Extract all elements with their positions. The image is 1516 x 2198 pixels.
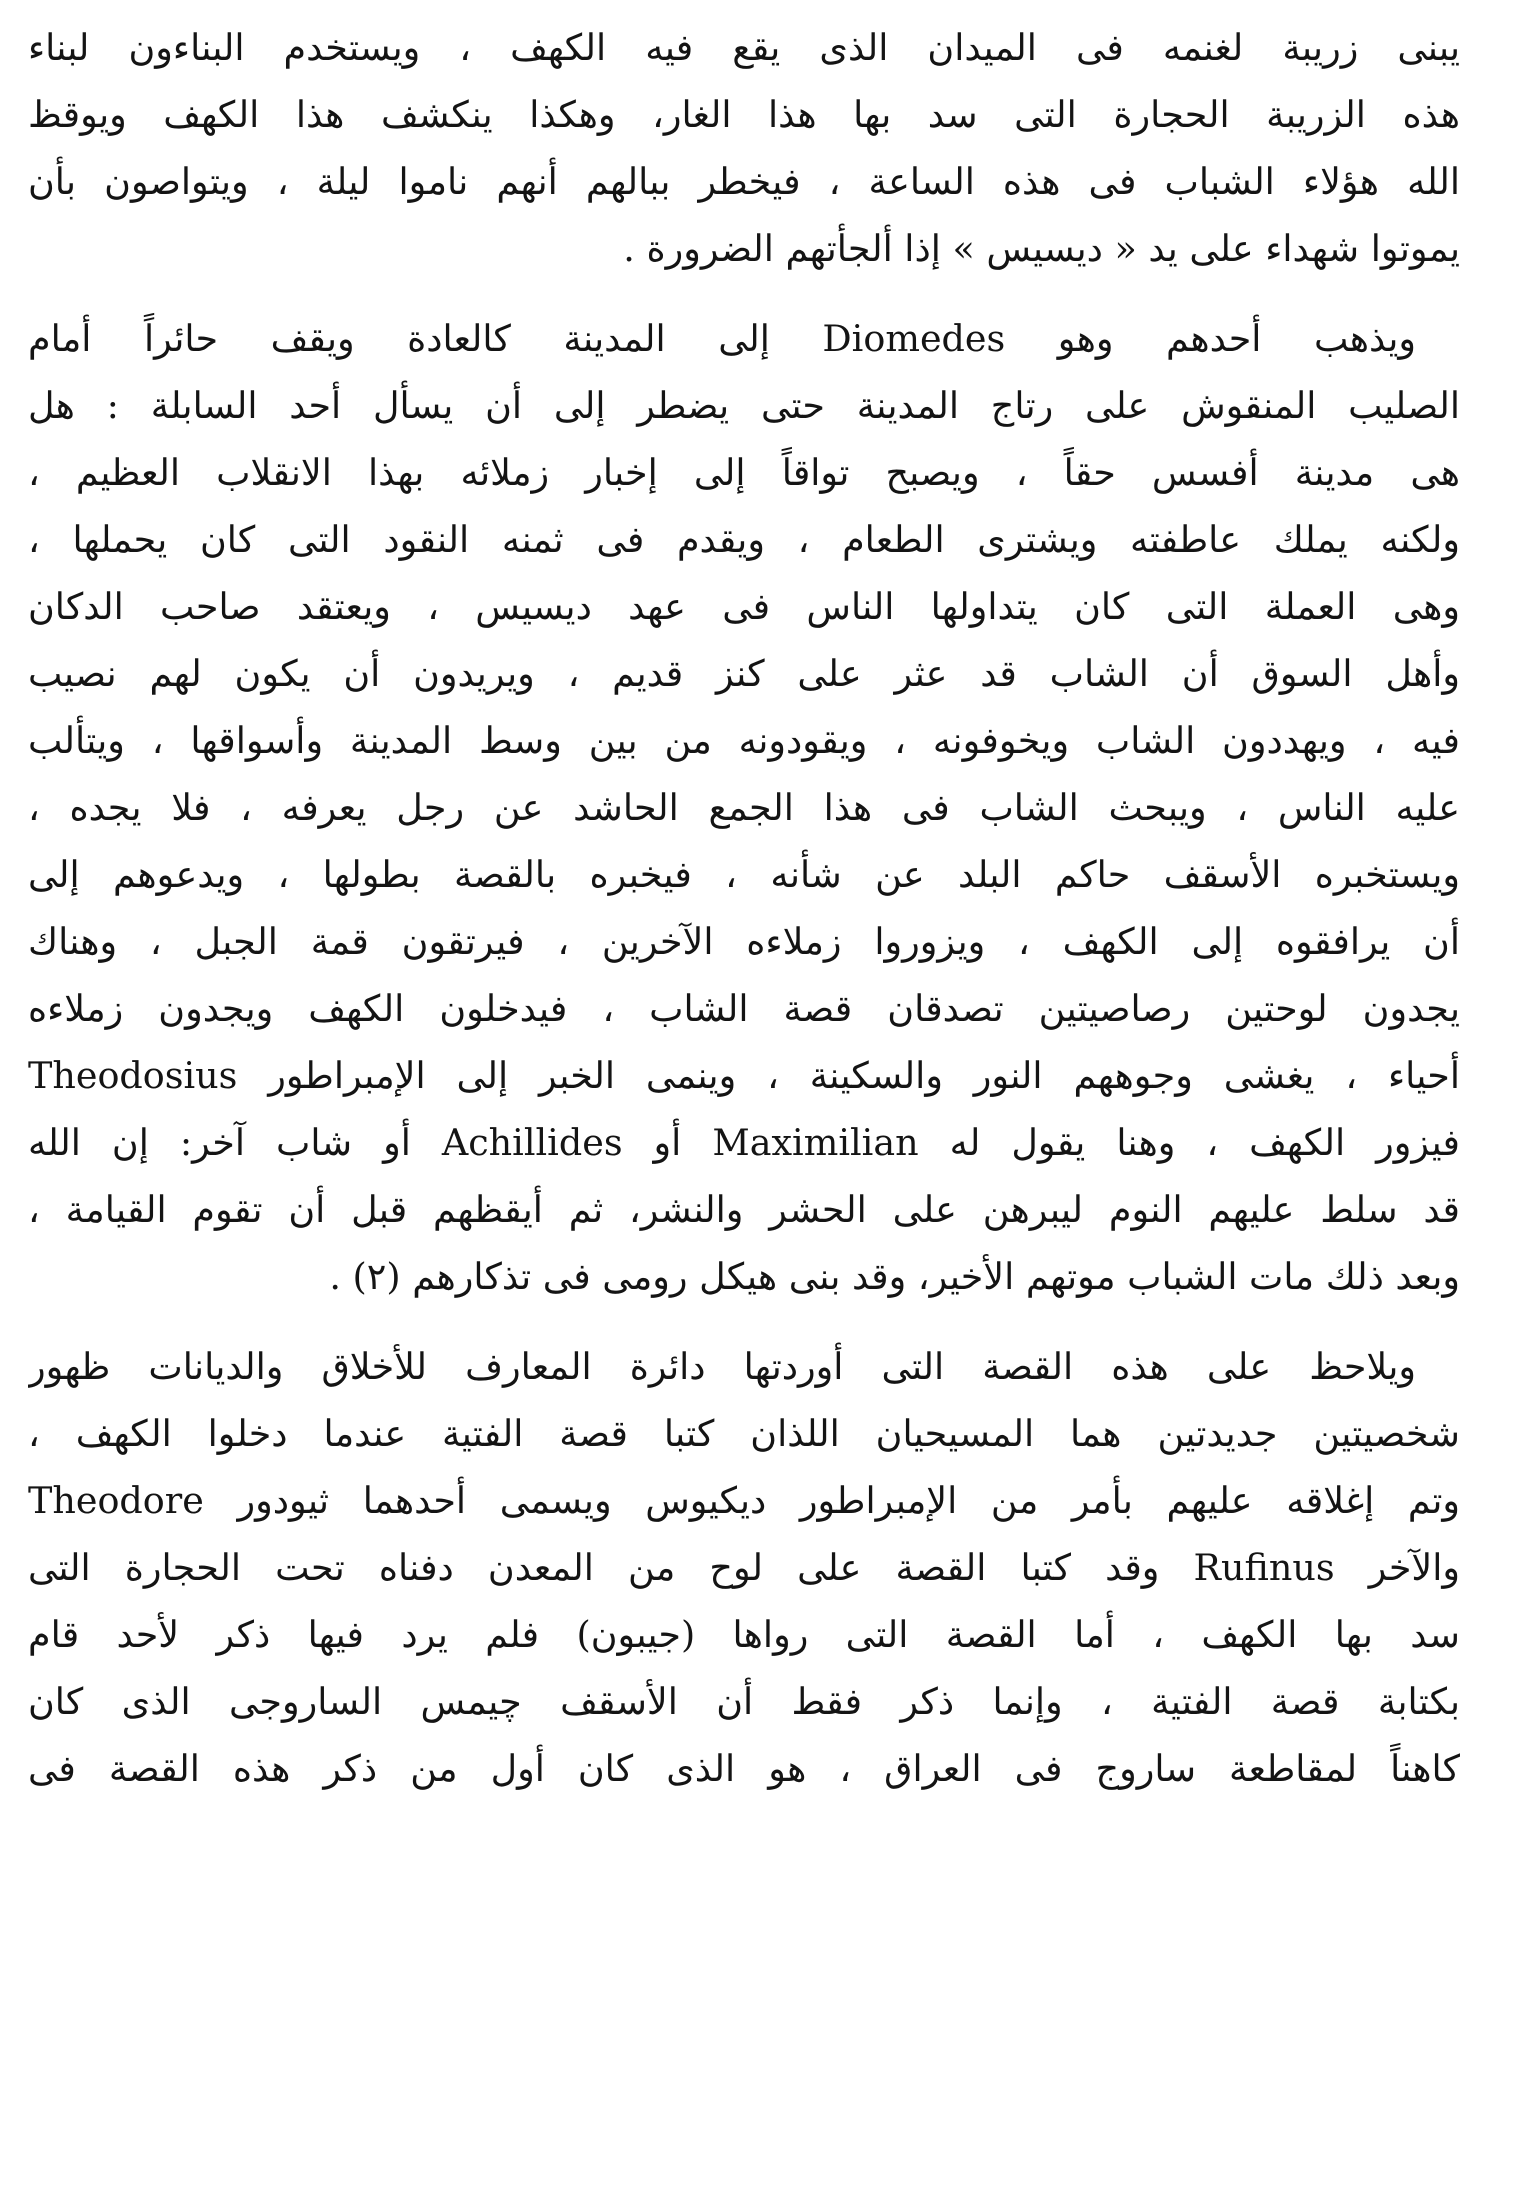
text-line: الله هؤلاء الشباب فى هذه الساعة ، فيخطر ببالهم أنهم ناموا ليلة ، ويتواصون بأن [28,160,1460,203]
text-line: وهى العملة التى كان يتداولها الناس فى عهد ديسيس ، ويعتقد صاحب الدكان [28,585,1460,628]
text-line: بكتابة قصة الفتية ، وإنما ذكر فقط أن الأسقف چيمس الساروجى الذى كان [28,1680,1460,1723]
text-line: شخصيتين جديدتين هما المسيحيان اللذان كتبا قصة الفتية عندما دخلوا الكهف ، [28,1412,1460,1455]
text-line: فيه ، ويهددون الشاب ويخوفونه ، ويقودونه من بين وسط المدينة وأسواقها ، ويتألب [28,719,1460,762]
text-line: وأهل السوق أن الشاب قد عثر على كنز قديم ، ويريدون أن يكون لهم نصيب [28,652,1460,695]
paragraph-3 [28,1333,1460,1802]
text-line: سد بها الكهف ، أما القصة التى رواها (جيبون) فلم يرد فيها ذكر لأحد قام [28,1613,1460,1656]
paragraph-2 [28,305,1460,1310]
text-line: يموتوا شهداء على يد « ديسيس » إذا ألجأتهم الضرورة . [623,227,1460,270]
text-line: الصليب المنقوش على رتاج المدينة حتى يضطر إلى أن يسأل أحد السابلة : هل [28,384,1460,427]
text-line: هى مدينة أفسس حقاً ، ويصبح تواقاً إلى إخبار زملائه بهذا الانقلاب العظيم ، [28,451,1460,494]
text-line: أن يرافقوه إلى الكهف ، ويزوروا زملاءه الآخرين ، فيرتقون قمة الجبل ، وهناك [28,920,1460,963]
text-line: والآخر Rufinus وقد كتبا القصة على لوح من المعدن دفناه تحت الحجارة التى [28,1546,1460,1589]
text-line: عليه الناس ، ويبحث الشاب فى هذا الجمع الحاشد عن رجل يعرفه ، فلا يجده ، [28,786,1460,829]
text-line: ويلاحظ على هذه القصة التى أوردتها دائرة المعارف للأخلاق والديانات ظهور [28,1345,1416,1388]
text-line: أحياء ، يغشى وجوههم النور والسكينة ، وينمى الخبر إلى الإمبراطور Theodosius [28,1054,1460,1097]
text-line: ولكنه يملك عاطفته ويشترى الطعام ، ويقدم فى ثمنه النقود التى كان يحملها ، [28,518,1460,561]
text-line: ويذهب أحدهم وهو Diomedes إلى المدينة كالعادة ويقف حائراً أمام [28,317,1416,360]
paragraph-1 [28,14,1460,282]
text-line: كاهناً لمقاطعة ساروج فى العراق ، هو الذى كان أول من ذكر هذه القصة فى [28,1747,1460,1790]
text-line: قد سلط عليهم النوم ليبرهن على الحشر والنشر، ثم أيقظهم قبل أن تقوم القيامة ، [28,1188,1460,1231]
text-line: وتم إغلاقه عليهم بأمر من الإمبراطور ديكيوس ويسمى أحدهما ثيودور Theodore [28,1479,1460,1522]
text-line: فيزور الكهف ، وهنا يقول له Maximilian أو Achillides أو شاب آخر: إن الله [28,1121,1460,1164]
text-line: يجدون لوحتين رصاصيتين تصدقان قصة الشاب ، فيدخلون الكهف ويجدون زملاءه [28,987,1460,1030]
book-page [28,14,1460,2184]
text-line: وبعد ذلك مات الشباب موتهم الأخير، وقد بنى هيكل رومى فى تذكارهم (٢) . [329,1255,1460,1298]
text-line: يبنى زريبة لغنمه فى الميدان الذى يقع فيه الكهف ، ويستخدم البناءون لبناء [28,26,1460,69]
text-line: ويستخبره الأسقف حاكم البلد عن شأنه ، فيخبره بالقصة بطولها ، ويدعوهم إلى [28,853,1460,896]
text-line: هذه الزريبة الحجارة التى سد بها هذا الغار، وهكذا ينكشف هذا الكهف ويوقظ [28,93,1460,136]
paragraph-spacer [28,282,1460,305]
paragraph-spacer [28,1310,1460,1333]
